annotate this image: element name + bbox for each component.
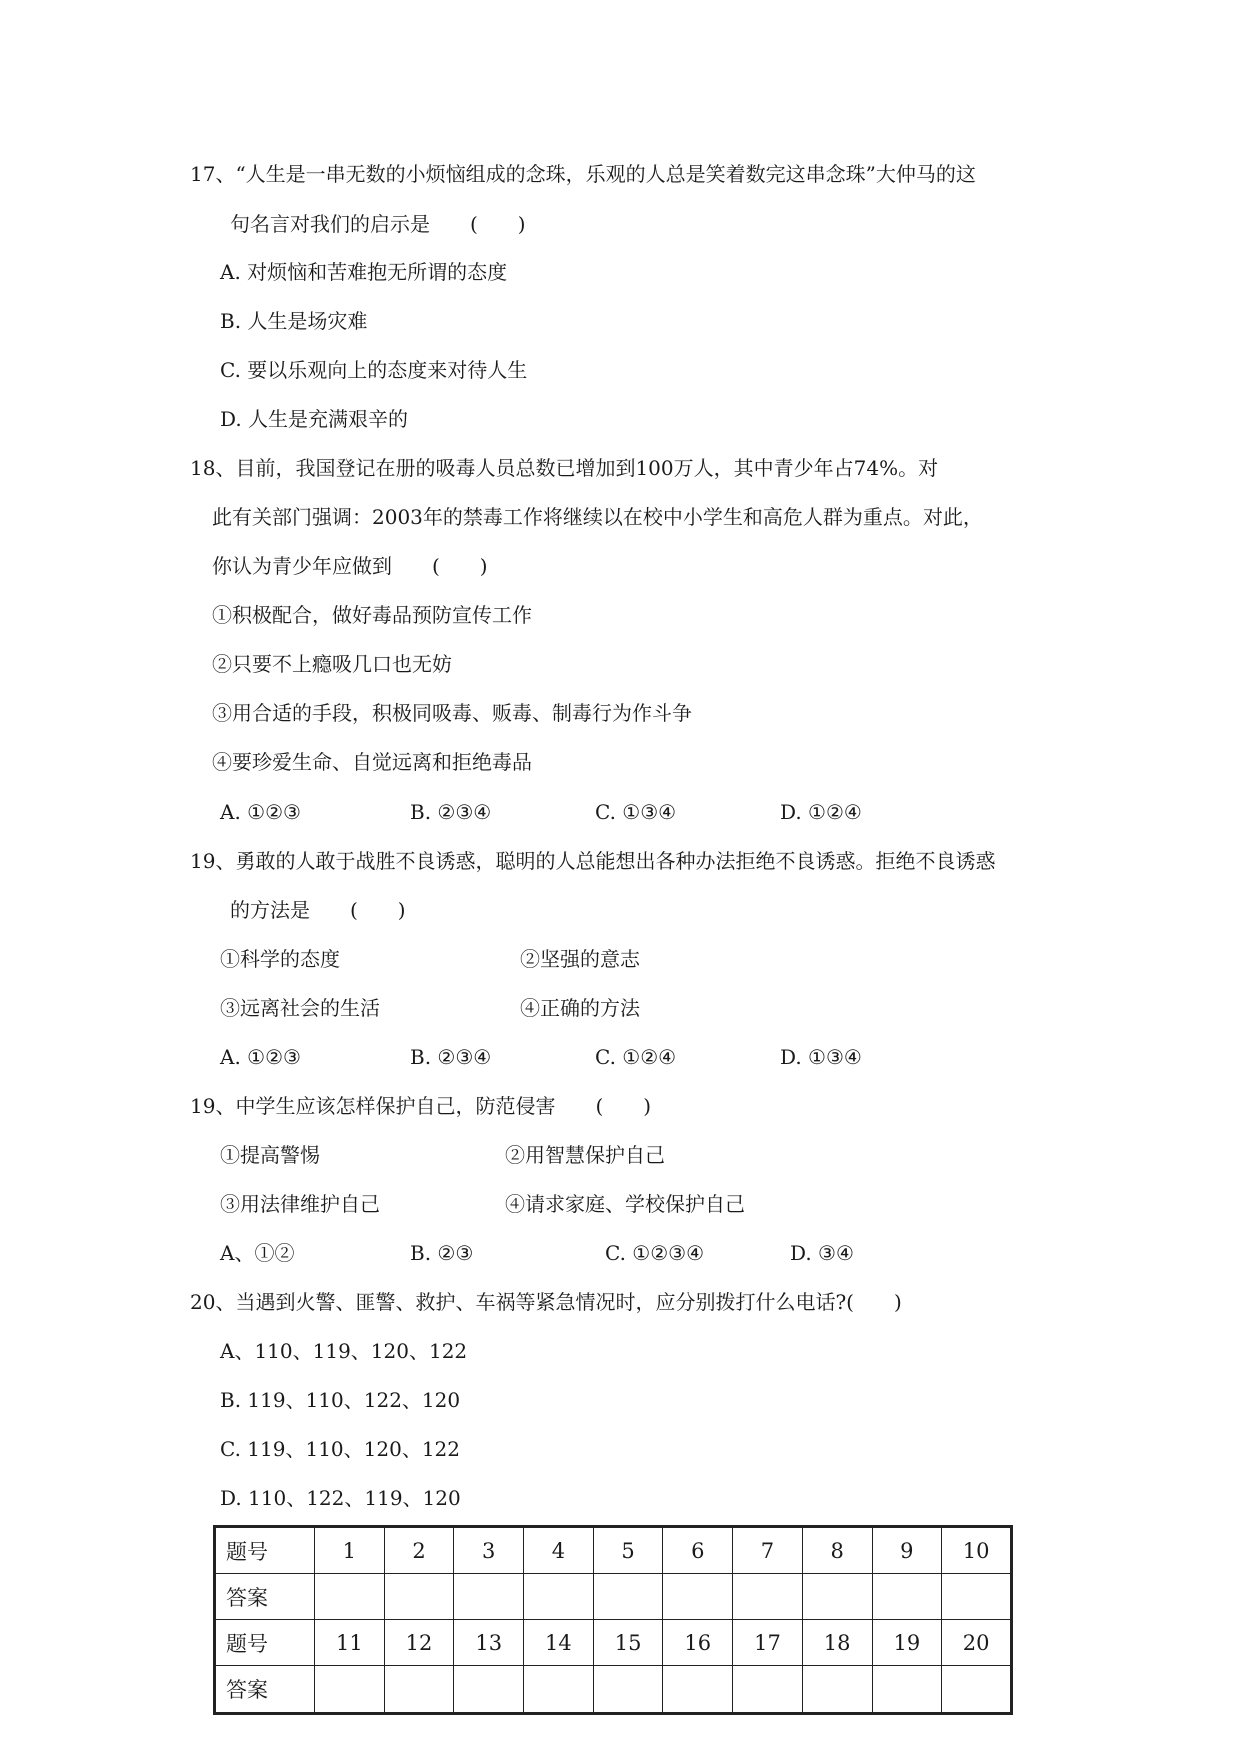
- question-number: 1: [315, 1527, 385, 1574]
- answer-cell[interactable]: [593, 1666, 663, 1714]
- q19b-item-4: ④请求家庭、学校保护自己: [505, 1192, 745, 1216]
- q20-option-d: D. 110、122、119、120: [220, 1486, 461, 1510]
- answer-cell[interactable]: [733, 1574, 803, 1620]
- question-number: 10: [942, 1527, 1012, 1574]
- q18-item-3: ③用合适的手段，积极同吸毒、贩毒、制毒行为作斗争: [212, 701, 692, 725]
- q19a-item-3: ③远离社会的生活: [220, 996, 380, 1020]
- answer-cell[interactable]: [802, 1666, 872, 1714]
- question-number: 4: [524, 1527, 594, 1574]
- q19b-choice-b: B. ②③: [410, 1241, 474, 1265]
- q19b-item-2: ②用智慧保护自己: [505, 1143, 665, 1167]
- q18-choice-a: A. ①②③: [220, 800, 301, 824]
- answer-cell[interactable]: [315, 1666, 385, 1714]
- q17-line-1: 17、“人生是一串无数的小烦恼组成的念珠，乐观的人总是笑着数完这串念珠”大仲马的这: [190, 162, 976, 186]
- answer-cell[interactable]: [663, 1666, 733, 1714]
- q19a-line-1: 19、勇敢的人敢于战胜不良诱惑，聪明的人总能想出各种办法拒绝不良诱惑。拒绝不良诱惑: [190, 849, 996, 873]
- question-number: 3: [454, 1527, 524, 1574]
- question-number: 2: [384, 1527, 454, 1574]
- answer-cell[interactable]: [593, 1574, 663, 1620]
- number-label: 题号: [215, 1527, 315, 1574]
- answer-cell[interactable]: [454, 1574, 524, 1620]
- q18-line-2: 此有关部门强调：2003年的禁毒工作将继续以在校中小学生和高危人群为重点。对此，: [212, 505, 983, 529]
- number-label: 题号: [215, 1620, 315, 1666]
- answer-cell[interactable]: [872, 1574, 942, 1620]
- answer-label: 答案: [215, 1666, 315, 1714]
- answer-table: [213, 1525, 1013, 1715]
- question-number: 16: [663, 1620, 733, 1666]
- q17-option-a: A. 对烦恼和苦难抱无所谓的态度: [220, 260, 508, 284]
- q17-option-d: D. 人生是充满艰辛的: [220, 407, 409, 431]
- answer-cell[interactable]: [733, 1666, 803, 1714]
- q18-item-4: ④要珍爱生命、自觉远离和拒绝毒品: [212, 750, 532, 774]
- q19a-item-4: ④正确的方法: [520, 996, 640, 1020]
- answer-cell[interactable]: [872, 1666, 942, 1714]
- question-number: 17: [733, 1620, 803, 1666]
- q18-item-1: ①积极配合，做好毒品预防宣传工作: [212, 603, 532, 627]
- q19a-choice-b: B. ②③④: [410, 1045, 492, 1069]
- q19b-item-1: ①提高警惕: [220, 1143, 320, 1167]
- q18-line-1: 18、目前，我国登记在册的吸毒人员总数已增加到100万人，其中青少年占74%。对: [190, 456, 939, 480]
- table-row: [215, 1527, 1012, 1574]
- q19b-item-3: ③用法律维护自己: [220, 1192, 380, 1216]
- question-number: 15: [593, 1620, 663, 1666]
- question-number: 12: [384, 1620, 454, 1666]
- answer-cell[interactable]: [524, 1666, 594, 1714]
- q19a-line-2: 的方法是 ( ): [230, 898, 406, 922]
- answer-cell[interactable]: [524, 1574, 594, 1620]
- answer-cell[interactable]: [454, 1666, 524, 1714]
- question-number: 20: [942, 1620, 1012, 1666]
- answer-cell[interactable]: [802, 1574, 872, 1620]
- q18-choice-d: D. ①②④: [780, 800, 862, 824]
- table-row: [215, 1574, 1012, 1620]
- question-number: 8: [802, 1527, 872, 1574]
- q19a-choice-a: A. ①②③: [220, 1045, 301, 1069]
- table-row: [215, 1620, 1012, 1666]
- q18-choice-b: B. ②③④: [410, 800, 492, 824]
- question-number: 7: [733, 1527, 803, 1574]
- answer-cell[interactable]: [942, 1666, 1012, 1714]
- q18-item-2: ②只要不上瘾吸几口也无妨: [212, 652, 452, 676]
- q19a-choice-c: C. ①②④: [595, 1045, 677, 1069]
- answer-cell[interactable]: [942, 1574, 1012, 1620]
- q19a-item-2: ②坚强的意志: [520, 947, 640, 971]
- question-number: 9: [872, 1527, 942, 1574]
- q18-choice-c: C. ①③④: [595, 800, 677, 824]
- q19b-choice-a: A、①②: [220, 1241, 295, 1265]
- table-row: [215, 1666, 1012, 1714]
- question-number: 13: [454, 1620, 524, 1666]
- question-number: 18: [802, 1620, 872, 1666]
- q20-option-b: B. 119、110、122、120: [220, 1388, 461, 1412]
- answer-cell[interactable]: [384, 1574, 454, 1620]
- answer-cell[interactable]: [663, 1574, 733, 1620]
- q20-option-c: C. 119、110、120、122: [220, 1437, 460, 1461]
- question-number: 6: [663, 1527, 733, 1574]
- q18-line-3: 你认为青少年应做到 ( ): [212, 554, 488, 578]
- question-number: 14: [524, 1620, 594, 1666]
- q19a-choice-d: D. ①③④: [780, 1045, 862, 1069]
- question-number: 11: [315, 1620, 385, 1666]
- q17-line-2: 句名言对我们的启示是 ( ): [230, 212, 526, 236]
- q19b-choice-c: C. ①②③④: [605, 1241, 705, 1265]
- answer-label: 答案: [215, 1574, 315, 1620]
- q19b-line-1: 19、中学生应该怎样保护自己，防范侵害 ( ): [190, 1094, 652, 1118]
- q19a-item-1: ①科学的态度: [220, 947, 340, 971]
- q20-line-1: 20、当遇到火警、匪警、救护、车祸等紧急情况时，应分别拨打什么电话?( ): [190, 1290, 902, 1314]
- question-number: 19: [872, 1620, 942, 1666]
- q20-option-a: A、110、119、120、122: [220, 1339, 468, 1363]
- q17-option-b: B. 人生是场灾难: [220, 309, 368, 333]
- answer-cell[interactable]: [384, 1666, 454, 1714]
- answer-cell[interactable]: [315, 1574, 385, 1620]
- question-number: 5: [593, 1527, 663, 1574]
- q17-option-c: C. 要以乐观向上的态度来对待人生: [220, 358, 528, 382]
- q19b-choice-d: D. ③④: [790, 1241, 854, 1265]
